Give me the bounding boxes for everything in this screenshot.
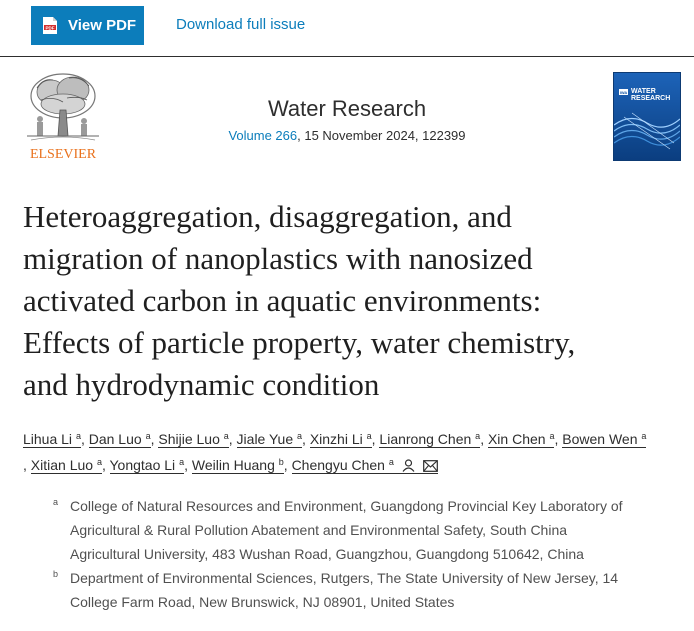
affiliation-b	[53, 566, 673, 614]
person-icon	[402, 456, 415, 479]
title-line: activated carbon in aquatic environments:	[23, 283, 542, 318]
author-link[interactable]: Yongtao Li $^a$	[109, 457, 185, 473]
svg-text:PDF: PDF	[45, 25, 55, 31]
affiliation-line: Agricultural & Rural Pollution Abatement and Environmental Safety, South China	[70, 522, 568, 538]
author-link[interactable]: Dan Luo $^a$	[88, 431, 151, 447]
article-title	[23, 196, 683, 406]
title-line: and hydrodynamic condition	[23, 367, 380, 402]
affiliation-line: College of Natural Resources and Environment, Guangdong Provincial Key Laboratory of	[70, 498, 623, 514]
journal-issue-info	[0, 128, 694, 143]
author-link[interactable]: Xitian Luo $^a$	[30, 457, 102, 473]
title-line: migration of nanoplastics with nanosized	[23, 241, 533, 276]
author-list: Lihua Li $^a$, Dan Luo $^a$, Shijie Luo $^a$, Jiale Yue $^a$, Xinzhi Li $^a$, Lianrong Chen $^a$, Xin Chen $^a$, Bowen Wen $^a$ , Xitian Luo $^a$, Yongtao Li $^a$, Weilin Huang $^b$, Chengyu Chen $^a$	[23, 425, 683, 479]
author-link[interactable]: Xinzhi Li $^a$	[309, 431, 372, 447]
affiliation-line: Department of Environmental Sciences, Rutgers, The State University of New Jersey, 14	[70, 570, 619, 586]
author-link[interactable]: Shijie Luo $^a$	[158, 431, 229, 447]
svg-text:IWA: IWA	[619, 90, 628, 95]
author-link[interactable]: Weilin Huang $^b$	[191, 457, 284, 473]
svg-text:RESEARCH: RESEARCH	[631, 95, 671, 102]
journal-title-link[interactable]: Water Research	[267, 96, 427, 121]
svg-text:WATER: WATER	[631, 88, 656, 95]
view-pdf-label: View PDF	[68, 17, 137, 34]
author-link[interactable]: Lihua Li $^a$	[23, 431, 81, 447]
corresponding-author-link[interactable]: Chengyu Chen $^a$	[292, 457, 438, 474]
issue-details: , 15 November 2024, 122399	[297, 128, 466, 143]
download-full-issue-link[interactable]: Download full issue	[176, 16, 306, 33]
affiliation-label: b	[53, 569, 59, 579]
author-link[interactable]: Xin Chen $^a$	[487, 431, 555, 447]
volume-link[interactable]: Volume 266	[228, 128, 298, 143]
affiliation-line: Agricultural University, 483 Wushan Road, Guangzhou, Guangdong 510642, China	[70, 546, 584, 562]
author-link[interactable]: Bowen Wen $^a$	[562, 431, 647, 447]
affiliation-line: College Farm Road, New Brunswick, NJ 08901, United States	[70, 594, 455, 610]
article-toolbar	[0, 0, 694, 57]
journal-cover-image[interactable]	[613, 72, 681, 161]
envelope-icon	[423, 456, 438, 479]
title-line: Heteroaggregation, disaggregation, and	[23, 199, 512, 234]
author-link[interactable]: Lianrong Chen $^a$	[379, 431, 481, 447]
affiliation-label: a	[53, 497, 59, 507]
title-line: Effects of particle property, water chemistry,	[23, 325, 576, 360]
pdf-icon	[43, 17, 57, 34]
author-link[interactable]: Jiale Yue $^a$	[236, 431, 303, 447]
affiliation-list	[53, 494, 673, 614]
view-pdf-button[interactable]	[31, 6, 144, 45]
svg-text:ELSEVIER: ELSEVIER	[29, 147, 97, 162]
affiliation-a	[53, 494, 673, 566]
